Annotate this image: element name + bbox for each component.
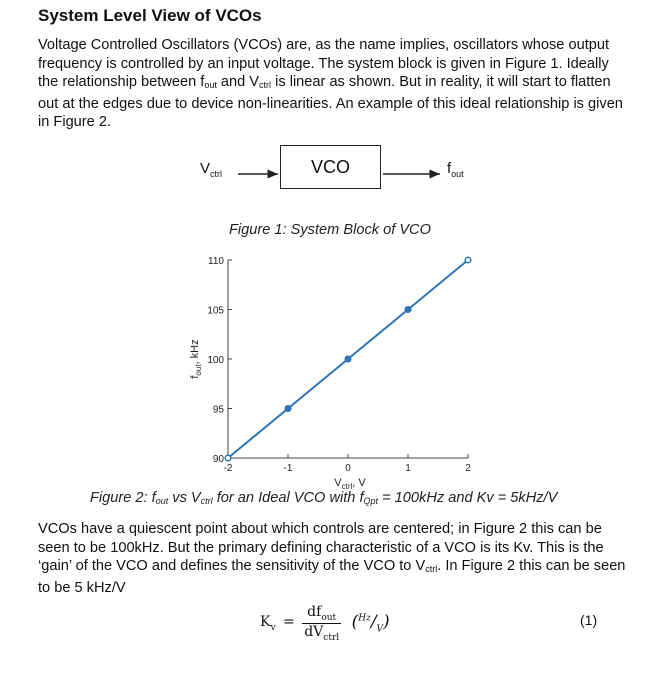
vco-box: VCO bbox=[280, 145, 381, 189]
y-tick-label: 105 bbox=[207, 305, 224, 317]
data-point bbox=[285, 406, 291, 412]
vco-block-diagram bbox=[0, 130, 661, 220]
x-axis-label: $V_{ctrl}$, V bbox=[334, 477, 366, 491]
data-point bbox=[465, 257, 471, 263]
x-tick-label: 2 bbox=[465, 463, 471, 474]
data-point bbox=[345, 356, 351, 362]
y-tick-label: 100 bbox=[207, 355, 224, 366]
equation-number: (1) bbox=[580, 612, 598, 628]
x-tick-label: -2 bbox=[223, 463, 233, 474]
section-title: System Level View of VCOs bbox=[38, 6, 262, 25]
output-signal-label: $f_{out}$ bbox=[447, 160, 464, 179]
kv-equation: $K_v$ = $df_{out}$ $dV_{ctrl}$ $(^{Hz}/_V)$ bbox=[260, 604, 390, 643]
vco-transfer-chart bbox=[170, 250, 490, 491]
figure-2-caption: Figure 2: fout vs Vctrl for an Ideal VCO with fQpt = 100kHz and Kv = 5kHz/V bbox=[90, 490, 558, 506]
equation-units: $(^{Hz}/_V)$ bbox=[351, 612, 390, 635]
y-tick-label: 110 bbox=[208, 256, 224, 267]
figure-1-caption: Figure 1: System Block of VCO bbox=[229, 222, 431, 238]
data-point bbox=[405, 307, 411, 313]
equation-fraction: $df_{out}$ $dV_{ctrl}$ bbox=[304, 604, 340, 643]
input-signal-label: $V_{ctrl}$ bbox=[200, 160, 223, 179]
y-tick-label: 90 bbox=[212, 454, 224, 465]
y-axis-label: $f_{out}$, kHz bbox=[189, 339, 203, 379]
x-tick-label: 0 bbox=[345, 463, 351, 474]
x-tick-label: 1 bbox=[405, 463, 411, 474]
x-tick-label: -1 bbox=[283, 463, 293, 474]
kv-paragraph: VCOs have a quiescent point about which controls are centered; in Figure 2 this can be seen to be 100kHz. But the primary defining characteristic of a VCO is its Kv. This is the ‘gain’ of the VCO and defines the sensitivity of the VCO to Vctrl. In Figure 2 this can be seen to be 5 kHz/V bbox=[38, 521, 626, 596]
intro-paragraph: Voltage Controlled Oscillators (VCOs) are, as the name implies, oscillators whose output frequency is controlled by an input voltage. The system block is given in Figure 1. Ideally the relationship between fout and Vctrl is linear as shown. But in reality, it will start to flatten out at the edges due to device non-linearities. An example of this ideal relationship is given in Figure 2. bbox=[38, 37, 623, 131]
y-tick-label: 95 bbox=[212, 404, 224, 416]
data-point bbox=[225, 455, 231, 461]
